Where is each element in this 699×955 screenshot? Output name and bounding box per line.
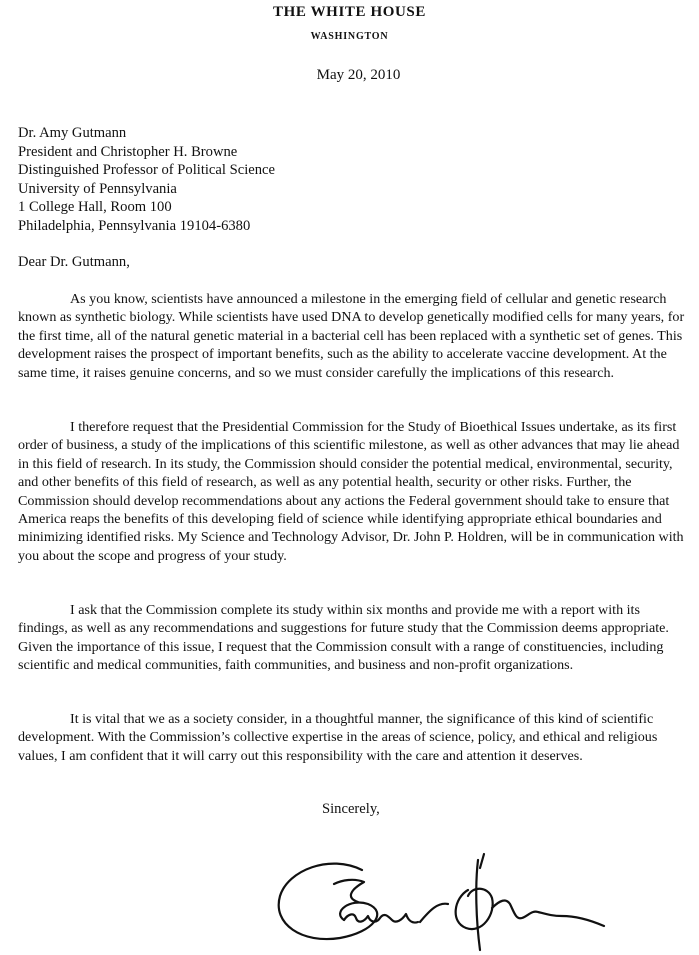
recipient-name: Dr. Amy Gutmann [18,125,127,141]
letter-paragraph [18,290,686,382]
letter-date: May 20, 2010 [316,67,401,83]
recipient-city: Philadelphia, Pennsylvania 19104-6380 [18,217,251,234]
recipient-institution: University of Pennsylvania [18,180,177,197]
closing: Sincerely, [322,801,380,817]
letterhead-city: WASHINGTON [310,31,389,42]
paragraph-1: As you know, scientists have announced a milestone in the emerging field of cellular and genetic research known as synthetic biology. While scientists have used DNA to develop genetically modified cells for many years, for the first time, all of the natural genetic material in a bacterial cell has been replaced with a synthetic set of genes. This development raises the prospect of important benefits, such as the ability to accelerate vaccine development. At the same time, it raises genuine concerns, and so we must consider carefully the implications of this research. [18,291,685,381]
recipient-title: President and Christopher H. Browne [18,143,238,160]
recipient-address [18,124,275,235]
letter-paragraph [18,710,686,765]
recipient-street: 1 College Hall, Room 100 [18,199,172,215]
handwritten-signature [270,840,610,952]
letter-paragraph [18,418,686,565]
recipient-title-2: Distinguished Professor of Political Science [18,162,275,178]
paragraph-4: It is vital that we as a society consider, in a thoughtful manner, the significance of this kind of scientific development. With the Commission’s collective expertise in the areas of science, policy, and ethical and religious values, I am confident that it will carry out this responsibility with the care and attention it deserves. [18,711,658,764]
letter-paragraph [18,601,686,675]
salutation: Dear Dr. Gutmann, [18,254,130,270]
paragraph-2: I therefore request that the Presidential Commission for the Study of Bioethical Issues undertake, as its first order of business, a study of the implications of this scientific milestone, as well as other advances that may lie ahead in this field of research. In its study, the Commission should consider the potential medical, environmental, security, and other benefits of this field of research, as well as any potential health, security or other risks. Further, the Commission should develop recommendations about any actions the Federal government should take to ensure that America reaps the benefits of this developing field of science while identifying appropriate ethical boundaries and minimizing identified risks. My Science and Technology Advisor, Dr. John P. Holdren, will be in communication with you about the scope and progress of your study. [18,419,684,564]
letterhead-title: THE WHITE HOUSE [273,4,426,20]
paragraph-3: I ask that the Commission complete its study within six months and provide me with a report with its findings, as well as any recommendations and suggestions for future study that the Commission deems appropriate. Given the importance of this issue, I request that the Commission consult with a range of constituencies, including scientific and medical communities, faith communities, and business and non-profit organizations. [18,602,669,674]
